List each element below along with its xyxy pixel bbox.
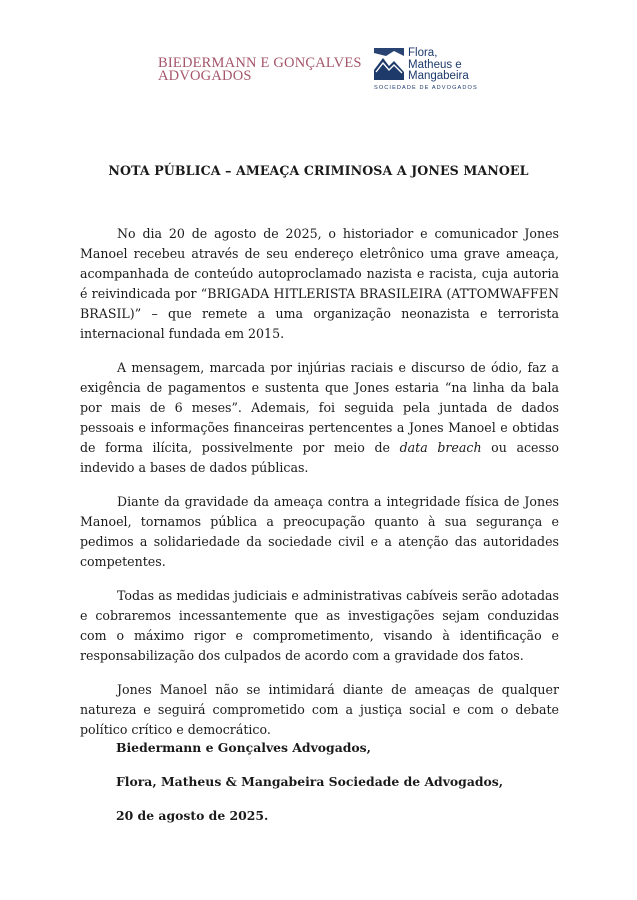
signature-line-2: Flora, Matheus & Mangabeira Sociedade de Advogados, xyxy=(116,774,504,789)
paragraph-5: Jones Manoel não se intimidará diante de ameaças de qualquer natureza e seguirá comprometido com a justiça social e com o debate político crítico e democrático. xyxy=(80,682,559,737)
paragraph-1: No dia 20 de agosto de 2025, o historiador e comunicador Jones Manoel recebeu através de seu endereço eletrônico uma grave ameaça, acompanhada de conteúdo autoproclamado nazista e racista, cuja autoria é reivindicada por “BRIGADA HITLERISTA BRASILEIRA (ATTOMWAFFEN BRASIL)” – que remete a uma organização neonazista e terrorista internacional fundada em 2015. xyxy=(80,226,559,341)
signature-line-1: Biedermann e Gonçalves Advogados, xyxy=(116,740,371,755)
paragraph-2-italic: data breach xyxy=(399,440,482,455)
logo-right-line2: Matheus e xyxy=(408,58,462,71)
letterhead xyxy=(0,46,637,96)
logo-left-line2: ADVOGADOS xyxy=(158,68,252,84)
logo-left-line1: BIEDERMANN E GONÇALVES xyxy=(158,55,362,71)
logo-right-subtitle: SOCIEDADE DE ADVOGADOS xyxy=(374,85,478,91)
logo-right-line3: Mangabeira xyxy=(408,70,469,82)
mountain-logo-icon xyxy=(374,48,404,80)
paragraph-3: Diante da gravidade da ameaça contra a integridade física de Jones Manoel, tornamos pública a preocupação quanto à sua segurança e pedimos a solidariedade da sociedade civil e a atenção das autoridades competentes. xyxy=(80,494,559,569)
document-body xyxy=(80,224,559,754)
paragraph-2-text-before: A mensagem, marcada por injúrias raciais e discurso de ódio, faz a exigência de pagamentos e sustenta que Jones estaria “na linha da bala por mais de 6 meses”. Ademais, foi seguida pela juntada de dados pessoais e informações financeiras pertencentes a Jones Manoel e obtidas de forma ilícita, possivelmente por meio de xyxy=(80,360,559,455)
paragraph-4: Todas as medidas judiciais e administrativas cabíveis serão adotadas e cobraremos incessantemente que as investigações sejam conduzidas com o máximo rigor e comprometimento, visando à identificação e responsabilização dos culpados de acordo com a gravidade dos fatos. xyxy=(80,588,559,663)
document-title: NOTA PÚBLICA – AMEAÇA CRIMINOSA A JONES MANOEL xyxy=(108,163,529,178)
logo-right-line1: Flora, xyxy=(408,47,438,59)
signature-date: 20 de agosto de 2025. xyxy=(116,808,269,823)
biedermann-goncalves-logo xyxy=(158,57,362,83)
paragraph-2-text-after: ou acesso indevido a bases de dados públicas. xyxy=(80,440,559,475)
paragraph-2 xyxy=(80,358,559,478)
signature-block xyxy=(116,738,576,840)
logo-right-name xyxy=(408,48,469,83)
flora-matheus-mangabeira-logo xyxy=(374,48,484,94)
